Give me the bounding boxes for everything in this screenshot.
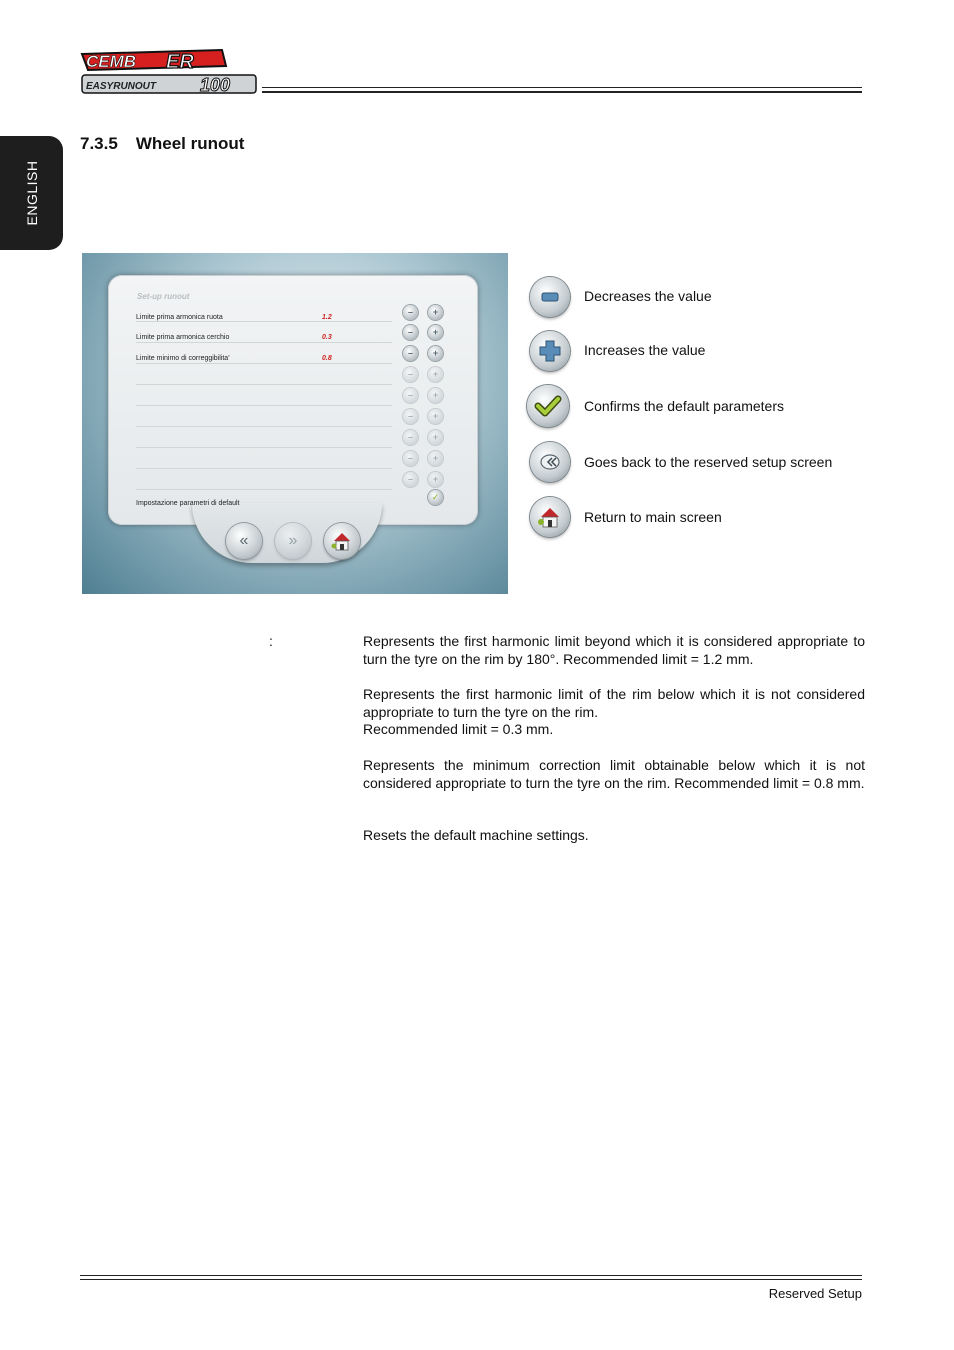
row-divider [136, 468, 392, 469]
description-text: Represents the minimum correction limit obtainable below which it is not considered appropriate to turn the tyre on the rim. Recommended limit = 0.8 mm. [363, 757, 865, 791]
plus-icon: + [432, 369, 439, 379]
language-tab [0, 136, 63, 250]
description-wheel-limit [363, 633, 865, 668]
setting-value: 0.3 [322, 334, 332, 341]
section-heading: Wheel runout [135, 134, 245, 153]
row-divider [136, 384, 392, 385]
description-colon: : [269, 633, 273, 649]
legend-text: Decreases the value [584, 288, 712, 304]
footer-rule [80, 1279, 862, 1280]
confirm-default-button[interactable] [428, 490, 443, 505]
back-button[interactable] [226, 523, 262, 559]
row-divider [136, 342, 392, 343]
increase-button-disabled [428, 472, 443, 487]
increase-button[interactable] [428, 325, 443, 340]
screen-title: Set-up runout [137, 292, 190, 301]
decrease-button[interactable] [403, 305, 418, 320]
decrease-button[interactable] [403, 346, 418, 361]
home-icon [530, 497, 570, 537]
logo-model-sub: EASYRUNOUT [86, 81, 157, 92]
decrease-button-disabled [403, 367, 418, 382]
section-number: 7.3.5 [80, 134, 118, 153]
back-icon [530, 442, 570, 482]
plus-icon: + [432, 307, 439, 317]
increase-button-disabled [428, 367, 443, 382]
logo-brand: CEMB [86, 52, 137, 71]
default-label: Impostazione parametri di default [136, 500, 240, 507]
header-rule [262, 91, 862, 93]
description-rim-limit [363, 686, 865, 739]
row-divider [136, 426, 392, 427]
logo-model-number: 100 [200, 75, 231, 95]
legend-back-button [530, 442, 570, 482]
minus-icon: – [407, 453, 413, 463]
increase-button[interactable] [428, 305, 443, 320]
increase-button-disabled [428, 409, 443, 424]
plus-icon: + [432, 327, 439, 337]
minus-icon: – [407, 369, 413, 379]
minus-icon: – [407, 327, 413, 337]
description-default [363, 827, 865, 845]
home-button[interactable] [324, 523, 360, 559]
brand-logo [80, 48, 260, 98]
plus-icon [530, 331, 570, 371]
description-text: Represents the first harmonic limit beyond which it is considered appropriate to turn the tyre on the rim by 180°. Recommended limit = 1.2 mm. [363, 633, 865, 667]
description-text: Represents the first harmonic limit of the rim below which it is not considered appropriate to turn the tyre on the rim. [363, 686, 865, 720]
decrease-button-disabled [403, 388, 418, 403]
setting-value: 1.2 [322, 314, 332, 321]
row-divider [136, 447, 392, 448]
minus-icon: – [407, 348, 413, 358]
logo-model-line: ER [166, 51, 194, 73]
plus-icon: + [432, 411, 439, 421]
decrease-button-disabled [403, 472, 418, 487]
forward-icon: » [288, 532, 298, 549]
minus-icon: – [407, 307, 413, 317]
header-rule [262, 87, 862, 88]
plus-icon: + [432, 453, 439, 463]
language-label: ENGLISH [23, 160, 40, 226]
footer-rule [80, 1275, 862, 1276]
legend-plus-button [530, 331, 570, 371]
decrease-button[interactable] [403, 325, 418, 340]
plus-icon: + [432, 474, 439, 484]
minus-icon: – [407, 432, 413, 442]
machine-screen [82, 253, 508, 594]
minus-icon [530, 277, 570, 317]
setting-value: 0.8 [322, 355, 332, 362]
minus-icon: – [407, 411, 413, 421]
setting-label: Limite minimo di correggibilita' [136, 355, 230, 362]
check-icon [527, 385, 569, 427]
section-title [80, 134, 244, 154]
back-icon: « [239, 532, 249, 549]
minus-icon: – [407, 390, 413, 400]
plus-icon: + [432, 348, 439, 358]
setting-label: Limite prima armonica ruota [136, 314, 223, 321]
decrease-button-disabled [403, 451, 418, 466]
decrease-button-disabled [403, 409, 418, 424]
row-divider [136, 321, 392, 322]
check-icon: ✓ [431, 492, 440, 502]
plus-icon: + [432, 432, 439, 442]
forward-button-disabled [275, 523, 311, 559]
increase-button-disabled [428, 451, 443, 466]
legend-minus-button [530, 277, 570, 317]
legend-text: Confirms the default parameters [584, 398, 784, 414]
description-correction-limit [363, 757, 865, 792]
increase-button[interactable] [428, 346, 443, 361]
legend-text: Increases the value [584, 342, 706, 358]
minus-icon: – [407, 474, 413, 484]
row-divider [136, 405, 392, 406]
legend-text: Goes back to the reserved setup screen [584, 454, 833, 470]
row-divider [136, 363, 392, 364]
footer-label: Reserved Setup [768, 1286, 862, 1301]
row-divider [136, 489, 392, 490]
increase-button-disabled [428, 430, 443, 445]
setting-label: Limite prima armonica cerchio [136, 334, 230, 341]
plus-icon: + [432, 390, 439, 400]
decrease-button-disabled [403, 430, 418, 445]
legend-home-button [530, 497, 570, 537]
setup-panel [108, 275, 478, 525]
home-icon [324, 523, 360, 559]
legend-check-button [527, 385, 569, 427]
description-text: Recommended limit = 0.3 mm. [363, 721, 554, 737]
increase-button-disabled [428, 388, 443, 403]
legend-text: Return to main screen [584, 509, 722, 525]
description-text: Resets the default machine settings. [363, 827, 589, 843]
